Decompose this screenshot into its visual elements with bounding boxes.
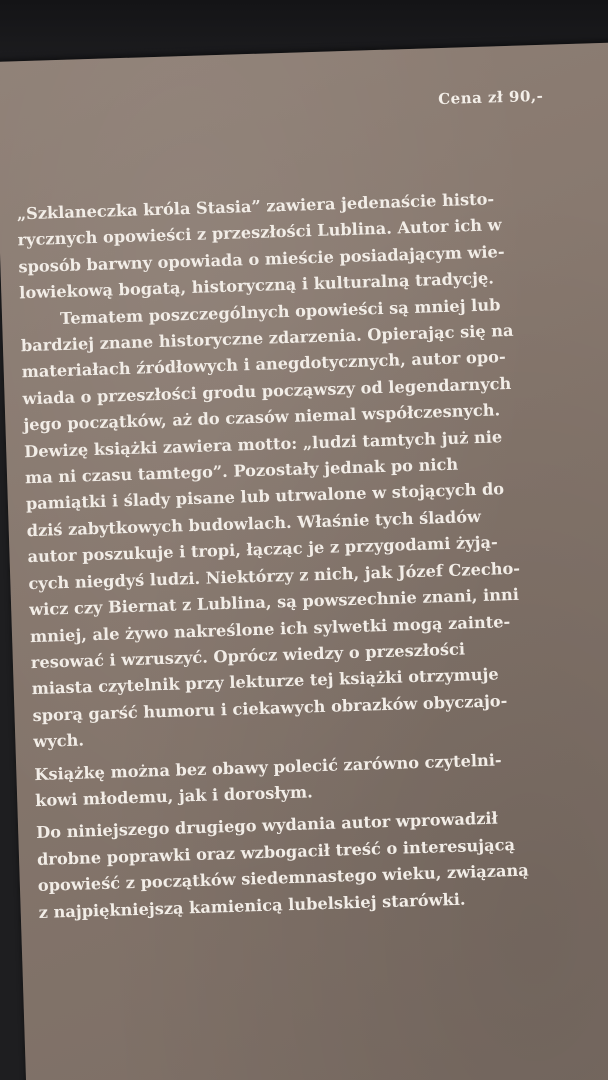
blurb-line: „Szklaneczka króla Stasia” zawiera jedenaście histo-: [16, 189, 495, 224]
price-label: Cena zł 90,-: [437, 86, 544, 109]
blurb-line: ma ni czasu tamtego”. Pozostały jednak po nich: [24, 454, 459, 488]
blurb-paragraph: [16, 184, 579, 307]
blurb-line: jego początków, aż do czasów niemal współczesnych.: [23, 400, 501, 435]
blurb-line: kowi młodemu, jak i dorosłym.: [34, 782, 313, 811]
blurb-line: sposób barwny opowiada o mieście posiadającym wie-: [18, 241, 505, 277]
cover-blurb: [16, 184, 598, 926]
blurb-line: opowieść z początków siedemnastego wieku, związaną: [37, 860, 529, 896]
blurb-line: resować i wzruszyć. Oprócz wiedzy o przeszłości: [30, 639, 466, 673]
blurb-line: wicz czy Biernat z Lublina, są powszechnie znani, inni: [28, 584, 520, 620]
blurb-line: Książkę można bez obawy polecić zarówno czytelni-: [34, 749, 502, 784]
blurb-line: dziś zabytkowych budowlach. Właśnie tych śladów: [26, 506, 482, 541]
blurb-paragraph: [20, 289, 594, 755]
blurb-line: bardziej znane historyczne zdarzenia. Opierając się na: [20, 320, 514, 356]
blurb-line: mniej, ale żywo nakreślone ich sylwetki mogą zainte-: [29, 611, 511, 646]
blurb-line: materiałach źródłowych i anegdotycznych, autor opo-: [21, 347, 506, 382]
blurb-line: sporą garść humoru i ciekawych obrazków obyczajo-: [32, 690, 508, 725]
blurb-line: drobne poprawki oraz wzbogacił treść o interesującą: [36, 834, 516, 869]
blurb-line: cych niegdyś ludzi. Niektórzy z nich, jak Józef Czecho-: [28, 558, 521, 593]
book-back-cover: [0, 42, 608, 1080]
blurb-line: rycznych opowieści z przeszłości Lublina. Autor ich w: [17, 215, 502, 250]
blurb-line: miasta czytelnik przy lekturze tej książki otrzymuje: [31, 664, 499, 699]
blurb-line: pamiątki i ślady pisane lub utrwalone w stojących do: [25, 479, 505, 514]
blurb-line: Do niniejszego drugiego wydania autor wprowadził: [35, 808, 499, 843]
blurb-line: autor poszukuje i tropi, łącząc je z przygodami żyją-: [27, 532, 498, 567]
blurb-paragraph: [36, 803, 599, 926]
blurb-line: Dewizę książki zawiera motto: „ludzi tamtych już nie: [23, 426, 503, 461]
blurb-line: z najpiękniejszą kamienicą lubelskiej starówki.: [38, 889, 466, 922]
blurb-line: Tematem poszczególnych opowieści są mniej lub: [59, 294, 501, 328]
blurb-line: wiada o przeszłości grodu począwszy od legendarnych: [22, 373, 512, 409]
blurb-line: wych.: [33, 730, 85, 752]
blurb-line: lowiekową bogatą, historyczną i kulturalną tradycję.: [18, 268, 495, 303]
